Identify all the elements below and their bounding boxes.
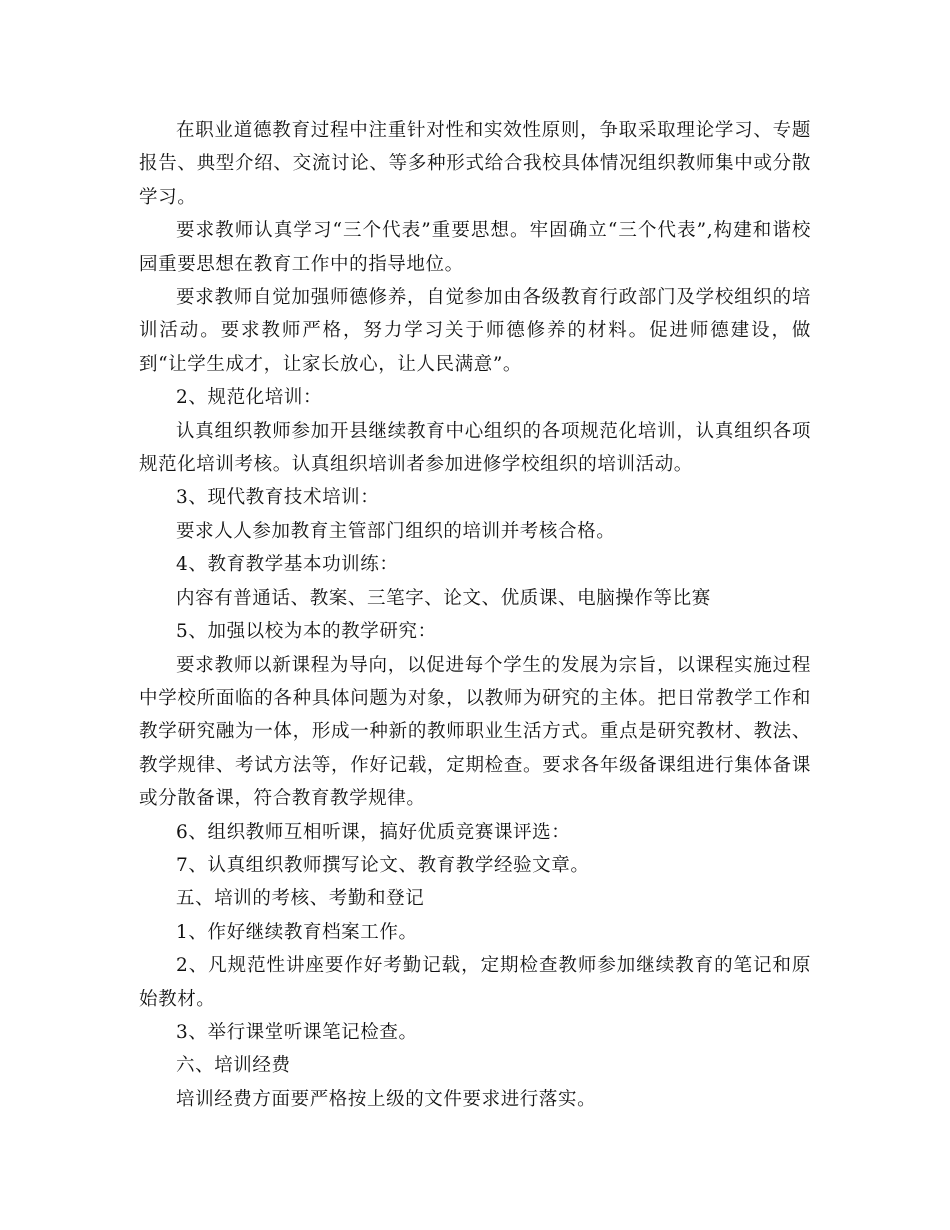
paragraph: 要求教师认真学习“三个代表”重要思想。牢固确立“三个代表”,构建和谐校园重要思想在教育工作中的指导地位。 (139, 220, 811, 275)
section-heading: 3、现代教育技术培训： (176, 487, 380, 509)
section-heading: 7、认真组织教师撰写论文、教育教学经验文章。 (176, 854, 590, 876)
chapter-heading: 六、培训经费 (176, 1055, 291, 1077)
list-item: 2、凡规范性讲座要作好考勤记载，定期检查教师参加继续教育的笔记和原始教材。 (139, 955, 811, 1010)
paragraph: 要求教师自觉加强师德修养，自觉参加由各级教育行政部门及学校组织的培训活动。要求教师严格，努力学习关于师德修养的材料。促进师德建设，做到“让学生成才，让家长放心，让人民满意”。 (139, 287, 811, 375)
section-heading: 6、组织教师互相听课，搞好优质竞赛课评选： (176, 821, 571, 843)
chapter-heading: 五、培训的考核、考勤和登记 (176, 888, 425, 910)
paragraph: 要求教师以新课程为导向，以促进每个学生的发展为宗旨，以课程实施过程中学校所面临的各种具体问题为对象，以教师为研究的主体。把日常教学工作和教学研究融为一体，形成一种新的教师职业生活方式。重点是研究教材、教法、教学规律、考试方法等，作好记载，定期检查。要求各年级备课组进行集体备课或分散备课，符合教育教学规律。 (139, 654, 811, 810)
paragraph: 培训经费方面要严格按上级的文件要求进行落实。 (176, 1088, 597, 1110)
list-item: 3、举行课堂听课笔记检查。 (176, 1021, 418, 1043)
paragraph: 内容有普通话、教案、三笔字、论文、优质课、电脑操作等比赛 (176, 587, 711, 609)
paragraph: 要求人人参加教育主管部门组织的培训并考核合格。 (176, 520, 616, 542)
document-body (139, 114, 811, 1116)
section-heading: 4、教育教学基本功训练： (176, 554, 399, 576)
section-heading: 2、规范化培训： (176, 387, 323, 409)
section-heading: 5、加强以校为本的教学研究： (176, 621, 437, 643)
list-item: 1、作好继续教育档案工作。 (176, 921, 418, 943)
paragraph: 在职业道德教育过程中注重针对性和实效性原则，争取采取理论学习、专题报告、典型介绍、交流讨论、等多种形式给合我校具体情况组织教师集中或分散学习。 (139, 120, 811, 208)
paragraph: 认真组织教师参加开县继续教育中心组织的各项规范化培训，认真组织各项规范化培训考核。认真组织培训者参加进修学校组织的培训活动。 (139, 420, 811, 476)
